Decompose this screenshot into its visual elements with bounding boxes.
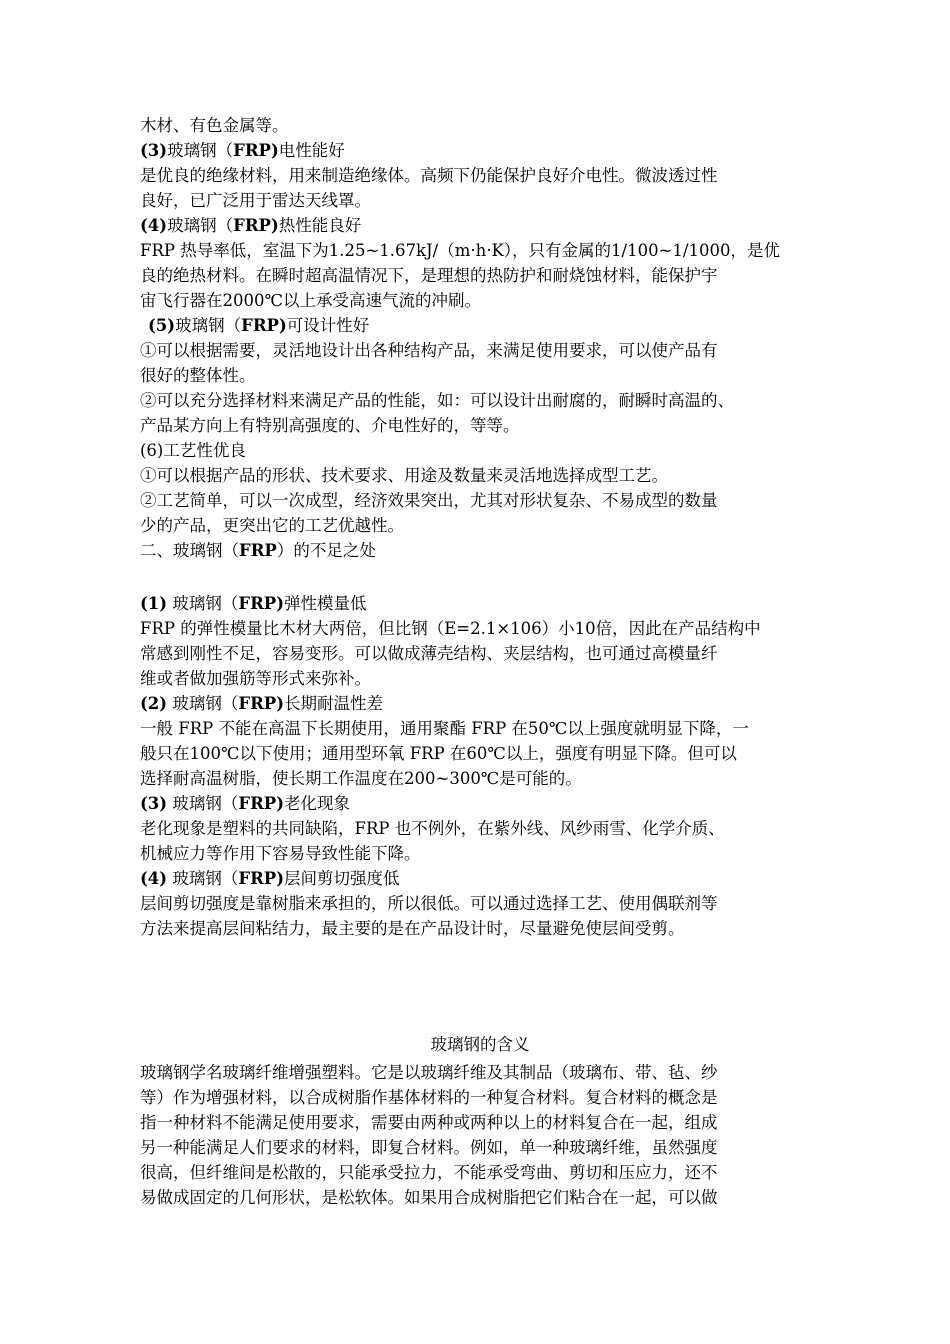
text-span: 良的绝热材料。在瞬时超高温情况下，是理想的热防护和耐烧蚀材料，能保护宇 xyxy=(140,266,718,285)
bold-span: (1) xyxy=(140,594,168,613)
text-line: 很高，但纤维间是松散的，只能承受拉力，不能承受弯曲、剪切和压应力，还不 xyxy=(140,1163,718,1182)
text-span: 一般 FRP 不能在高温下长期使用，通用聚酯 FRP 在50℃以上强度就明显下降，一 xyxy=(140,719,749,738)
text-line xyxy=(140,816,820,841)
text-line xyxy=(140,288,820,313)
text-span: 可设计性好 xyxy=(286,316,370,335)
text-line: 易做成固定的几何形状，是松软体。如果用合成树脂把它们粘合在一起，可以做 xyxy=(140,1188,718,1207)
text-line xyxy=(140,338,820,363)
text-span: 机械应力等作用下容易导致性能下降。 xyxy=(140,844,421,863)
text-line: 等）作为增强材料，以合成树脂作基体材料的一种复合材料。复合材料的概念是 xyxy=(140,1088,718,1107)
bold-span: (4) xyxy=(140,869,168,888)
text-span: FRP 的弹性模量比木材大两倍，但比钢（E=2.1×106）小10倍，因此在产品结构中 xyxy=(140,619,761,638)
bold2-span: FRP) xyxy=(238,869,285,888)
text-line xyxy=(140,113,820,138)
text-span: (6)工艺性优良 xyxy=(140,441,246,460)
text-span: 是优良的绝缘材料，用来制造绝缘体。高频下仍能保护良好介电性。微波透过性 xyxy=(140,166,718,185)
text-span: 层间剪切强度是靠树脂来承担的，所以很低。可以通过选择工艺、使用偶联剂等 xyxy=(140,894,718,913)
bold2-span: FRP) xyxy=(238,794,285,813)
text-line: 另一种能满足人们要求的材料，即复合材料。例如，单一种玻璃纤维，虽然强度 xyxy=(140,1138,718,1157)
text-span: 般只在100℃以下使用；通用型环氧 FRP 在60℃以上，强度有明显下降。但可以 xyxy=(140,744,737,763)
text-span: 层间剪切强度低 xyxy=(284,869,400,888)
mid-span: 玻璃钢（ xyxy=(167,594,239,613)
bold-span: (4) xyxy=(140,216,168,235)
section-title: 玻璃钢的含义 xyxy=(430,1035,530,1054)
bold-span: (2) xyxy=(140,694,168,713)
bold2-span: FRP) xyxy=(233,216,279,235)
text-span: ②可以充分选择材料来满足产品的性能，如：可以设计出耐腐的，耐瞬时高温的、 xyxy=(140,391,734,410)
text-line xyxy=(140,363,820,388)
text-span: ①可以根据需要，灵活地设计出各种结构产品，来满足使用要求，可以使产品有 xyxy=(140,341,718,360)
heading-line xyxy=(140,138,820,163)
text-span: 热性能良好 xyxy=(278,216,362,235)
mid-span: 玻璃钢（ xyxy=(167,216,234,235)
heading-line xyxy=(140,591,820,616)
text-line xyxy=(140,666,820,691)
document-page xyxy=(140,113,820,1210)
text-span: ）的不足之处 xyxy=(276,541,376,560)
text-span: 电性能好 xyxy=(278,141,345,160)
text-line xyxy=(140,388,820,413)
mid-span: 玻璃钢（ xyxy=(175,316,242,335)
disadvantages-section xyxy=(140,591,820,941)
text-line xyxy=(140,488,820,513)
text-line xyxy=(140,841,820,866)
text-span: 产品某方向上有特别高强度的、介电性好的，等等。 xyxy=(140,416,520,435)
text-span: 宙飞行器在2000℃以上承受高速气流的冲刷。 xyxy=(140,291,481,310)
text-line xyxy=(140,188,820,213)
text-line xyxy=(140,891,820,916)
text-line xyxy=(140,413,820,438)
text-span: 很好的整体性。 xyxy=(140,366,256,385)
bold2-span: FRP) xyxy=(238,594,285,613)
mid-span: 玻璃钢（ xyxy=(167,869,239,888)
mid-span: 玻璃钢（ xyxy=(167,794,239,813)
mid-span: 二、玻璃钢（ xyxy=(140,541,239,560)
text-span: 维或者做加强筋等形式来弥补。 xyxy=(140,669,371,688)
text-line: 玻璃钢学名玻璃纤维增强塑料。它是以玻璃纤维及其制品（玻璃布、带、毡、纱 xyxy=(140,1063,718,1082)
text-span: 方法来提高层间粘结力，最主要的是在产品设计时，尽量避免使层间受剪。 xyxy=(140,919,685,938)
bold2-span: FRP) xyxy=(238,694,285,713)
bold2-span: FRP) xyxy=(241,316,287,335)
bold-span: (5) xyxy=(148,316,176,335)
text-line xyxy=(140,463,820,488)
text-line xyxy=(140,616,820,641)
text-line: 指一种材料不能满足使用要求，需要由两种或两种以上的材料复合在一起，组成 xyxy=(140,1113,718,1132)
text-span: FRP 热导率低，室温下为1.25~1.67kJ/（m·h·K），只有金属的1/100~1/1000，是优 xyxy=(140,241,780,260)
text-line xyxy=(140,438,820,463)
mid-span: 玻璃钢（ xyxy=(167,141,234,160)
text-line xyxy=(140,163,820,188)
text-span: 老化现象 xyxy=(284,794,351,813)
heading-line xyxy=(140,538,820,563)
text-span: 老化现象是塑料的共同缺陷，FRP 也不例外，在紫外线、风纱雨雪、化学介质、 xyxy=(140,819,725,838)
text-span: 长期耐温性差 xyxy=(284,694,384,713)
text-span: 木材、有色金属等。 xyxy=(140,116,289,135)
heading-line xyxy=(140,213,820,238)
text-span: 弹性模量低 xyxy=(284,594,367,613)
text-line xyxy=(140,263,820,288)
heading-line xyxy=(140,691,820,716)
bold-span: (3) xyxy=(140,794,168,813)
definition-section xyxy=(140,1060,820,1210)
bold2-span: FRP xyxy=(239,541,277,560)
text-span: ②工艺简单，可以一次成型，经济效果突出，尤其对形状复杂、不易成型的数量 xyxy=(140,491,718,510)
bold2-span: FRP) xyxy=(233,141,279,160)
text-span: 常感到刚性不足，容易变形。可以做成薄壳结构、夹层结构，也可通过高模量纤 xyxy=(140,644,718,663)
text-span: 选择耐高温树脂，使长期工作温度在200~300℃是可能的。 xyxy=(140,769,582,788)
text-line xyxy=(140,513,820,538)
text-line xyxy=(140,916,820,941)
mid-span: 玻璃钢（ xyxy=(167,694,239,713)
text-line xyxy=(140,741,820,766)
text-span: ①可以根据产品的形状、技术要求、用途及数量来灵活地选择成型工艺。 xyxy=(140,466,668,485)
bold-span: (3) xyxy=(140,141,168,160)
heading-line xyxy=(140,791,820,816)
text-span: 少的产品，更突出它的工艺优越性。 xyxy=(140,516,404,535)
heading-line xyxy=(140,866,820,891)
text-line xyxy=(140,766,820,791)
properties-section xyxy=(140,113,820,563)
heading-line xyxy=(140,313,820,338)
text-span: 良好，已广泛用于雷达天线罩。 xyxy=(140,191,371,210)
text-line xyxy=(140,641,820,666)
text-line xyxy=(140,716,820,741)
text-line xyxy=(140,238,820,263)
